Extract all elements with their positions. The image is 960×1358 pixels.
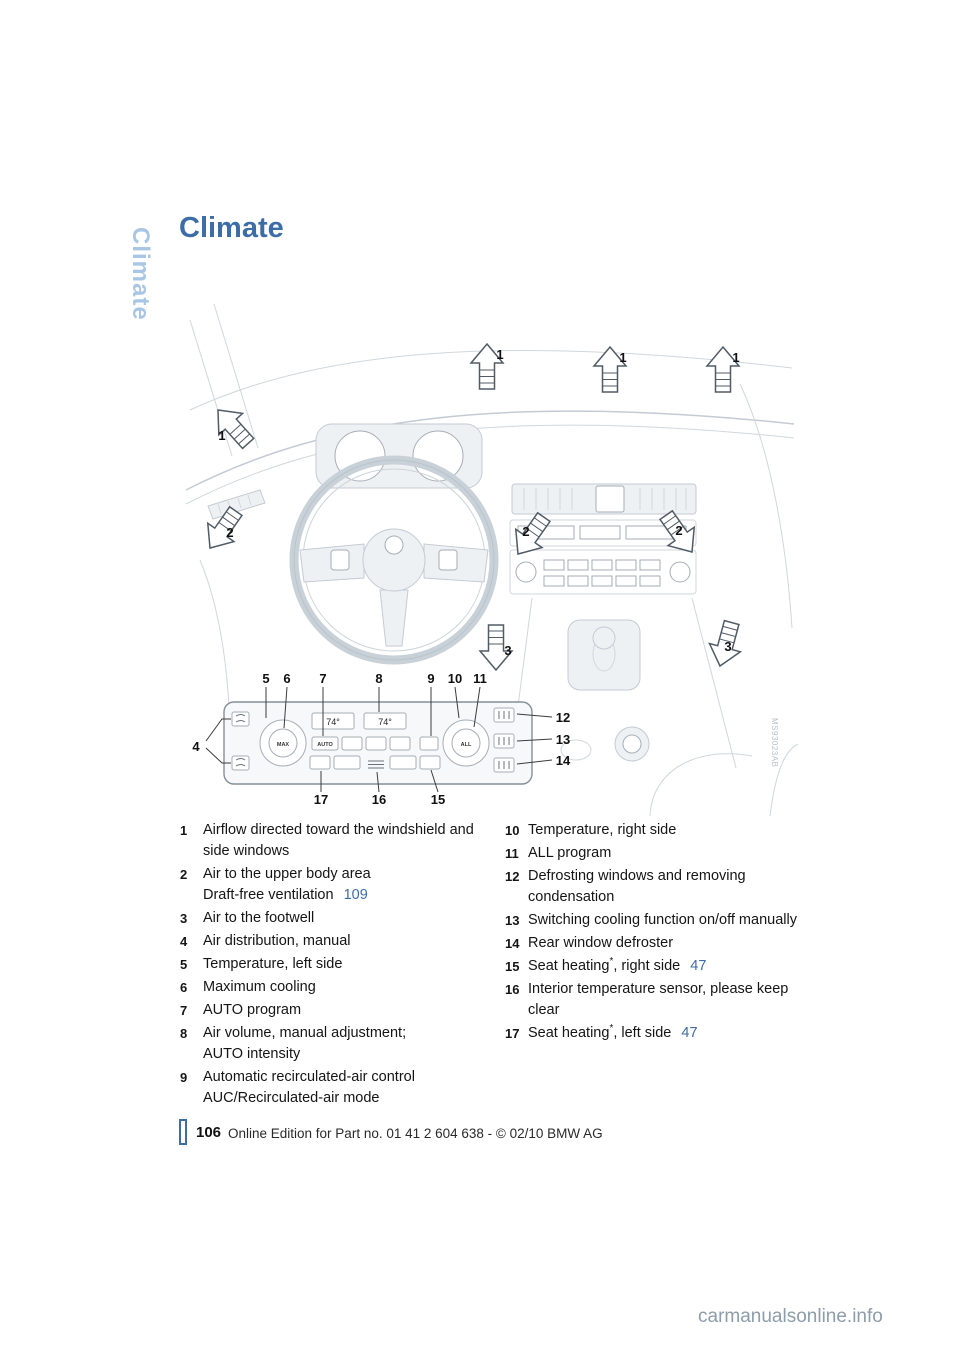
legend-line: Air volume, manual adjustment;	[203, 1025, 407, 1041]
legend-item-1	[180, 820, 485, 862]
legend-item-text	[203, 864, 485, 906]
legend-line: Air distribution, manual	[203, 933, 351, 949]
legend-item-text	[528, 933, 805, 954]
legend-item-text	[203, 977, 485, 998]
callout-14: 14	[555, 753, 571, 768]
fan-rocker	[334, 756, 360, 769]
legend-item-text	[203, 1000, 485, 1021]
legend-line: Draft-free ventilation	[203, 887, 334, 903]
legend-item-number: 6	[180, 980, 188, 995]
legend-item-17	[505, 1023, 805, 1044]
legend-item-2	[180, 864, 485, 906]
legend-item-text	[203, 954, 485, 975]
callout-10: 10	[447, 671, 463, 686]
legend-item-12	[505, 866, 805, 908]
callout-7: 7	[319, 671, 327, 686]
callout-2: 2	[226, 525, 234, 540]
callout-1: 1	[496, 347, 504, 362]
auc-button	[420, 737, 438, 750]
seat-heating-left-button	[310, 756, 330, 769]
legend-item-text	[528, 979, 805, 1021]
callout-13: 13	[555, 732, 571, 747]
callout-15: 15	[430, 792, 446, 807]
legend-item-text	[528, 1023, 805, 1044]
legend-item-16	[505, 979, 805, 1021]
legend-item-number: 9	[180, 1070, 188, 1085]
callout-6: 6	[283, 671, 291, 686]
legend-line: clear	[528, 1002, 560, 1018]
legend-item-5	[180, 954, 485, 975]
legend-line: ALL program	[528, 845, 612, 861]
legend-line: Maximum cooling	[203, 979, 316, 995]
callout-5: 5	[262, 671, 270, 686]
legend-item-text	[203, 1023, 485, 1065]
callout-16: 16	[371, 792, 387, 807]
legend-line: side windows	[203, 843, 290, 859]
legend-left-column	[180, 820, 485, 1111]
legend-item-text	[203, 931, 485, 952]
legend-item-6	[180, 977, 485, 998]
callout-8: 8	[375, 671, 383, 686]
dashboard-illustration	[180, 298, 800, 818]
edition-footer-text: Online Edition for Part no. 01 41 2 604 638 - © 02/10 BMW AG	[228, 1126, 603, 1141]
callout-2: 2	[675, 523, 683, 538]
legend-item-15	[505, 956, 805, 977]
legend-item-4	[180, 931, 485, 952]
callout-1: 1	[218, 428, 226, 443]
figure-image-code: MS93023AB	[770, 718, 779, 768]
page-number: 106	[196, 1124, 222, 1141]
legend-line: Seat heating	[528, 958, 610, 974]
callout-2: 2	[522, 524, 530, 539]
legend-item-3	[180, 908, 485, 929]
steering-wheel	[294, 460, 494, 660]
legend-item-number: 2	[180, 867, 188, 882]
legend-line: Rear window defroster	[528, 935, 674, 951]
footnote-star: *	[609, 1023, 614, 1035]
legend-item-text	[528, 843, 805, 864]
callout-3: 3	[504, 643, 512, 658]
legend-line: Defrosting windows and removing	[528, 868, 746, 884]
legend-item-number: 14	[505, 936, 520, 951]
legend-item-13	[505, 910, 805, 931]
legend-item-number: 13	[505, 913, 520, 928]
legend-item-number: 1	[180, 823, 188, 838]
legend-line: Seat heating	[528, 1025, 610, 1041]
temp-display-right-value: 74°	[378, 717, 392, 727]
legend-item-number: 7	[180, 1003, 188, 1018]
legend-line: , left side	[613, 1025, 672, 1041]
page-title: Climate	[179, 212, 284, 244]
legend-item-text	[203, 1067, 485, 1109]
gear-shifter	[593, 627, 615, 649]
bmw-roundel-icon	[385, 536, 403, 554]
legend-line: Automatic recirculated-air control	[203, 1069, 415, 1085]
legend-item-14	[505, 933, 805, 954]
panel-all-label: ALL	[460, 742, 472, 748]
legend-item-7	[180, 1000, 485, 1021]
callout-3: 3	[724, 639, 732, 654]
legend-item-number: 10	[505, 823, 520, 838]
callout-12: 12	[555, 710, 571, 725]
legend-item-text	[528, 820, 805, 841]
legend-item-10	[505, 820, 805, 841]
legend-item-text	[203, 820, 485, 862]
legend-line: Temperature, right side	[528, 822, 677, 838]
legend-item-9	[180, 1067, 485, 1109]
legend-line: , right side	[613, 958, 681, 974]
callout-1: 1	[619, 350, 627, 365]
temp-display-left-value: 74°	[326, 717, 340, 727]
legend-item-text	[528, 956, 805, 977]
legend-line: AUTO program	[203, 1002, 302, 1018]
legend-item-11	[505, 843, 805, 864]
legend-line: Temperature, left side	[203, 956, 343, 972]
panel-max-label: MAX	[276, 742, 290, 748]
legend-item-number: 8	[180, 1026, 188, 1041]
legend-item-number: 12	[505, 869, 520, 884]
callout-1: 1	[732, 350, 740, 365]
legend-item-8	[180, 1023, 485, 1065]
legend-item-text	[528, 910, 805, 931]
callout-11: 11	[473, 671, 487, 686]
callout-4: 4	[192, 739, 200, 754]
page-number-marker	[179, 1119, 187, 1145]
chapter-tab-vertical: Climate	[127, 227, 154, 321]
legend-item-number: 11	[505, 846, 519, 861]
legend-item-number: 5	[180, 957, 188, 972]
seat-heating-right-button	[420, 756, 440, 769]
legend-line: condensation	[528, 889, 615, 905]
climate-control-panel	[224, 702, 532, 784]
legend-line: Air to the upper body area	[203, 866, 371, 882]
legend-item-number: 17	[505, 1026, 520, 1041]
callout-17: 17	[313, 792, 329, 807]
page-reference-link[interactable]: 109	[343, 887, 368, 903]
footnote-star: *	[609, 956, 614, 968]
legend-line: Switching cooling function on/off manually	[528, 912, 797, 928]
legend-line: Interior temperature sensor, please keep	[528, 981, 789, 997]
legend-line: AUTO intensity	[203, 1046, 301, 1062]
legend-item-text	[528, 866, 805, 908]
legend-item-text	[203, 908, 485, 929]
legend-line: Air to the footwell	[203, 910, 315, 926]
legend-line: AUC/Recirculated-air mode	[203, 1090, 380, 1106]
dashboard-figure-svg	[180, 298, 800, 818]
legend-right-column	[505, 820, 805, 1046]
legend-item-number: 3	[180, 911, 188, 926]
legend-item-number: 15	[505, 959, 520, 974]
page-reference-link[interactable]: 47	[690, 958, 707, 974]
site-watermark: carmanualsonline.info	[698, 1306, 883, 1327]
legend-line: Airflow directed toward the windshield and	[203, 822, 474, 838]
legend-item-number: 4	[180, 934, 188, 949]
page-reference-link[interactable]: 47	[681, 1025, 698, 1041]
auto-button-label: AUTO	[317, 742, 333, 748]
legend-item-number: 16	[505, 982, 520, 997]
callout-9: 9	[427, 671, 435, 686]
